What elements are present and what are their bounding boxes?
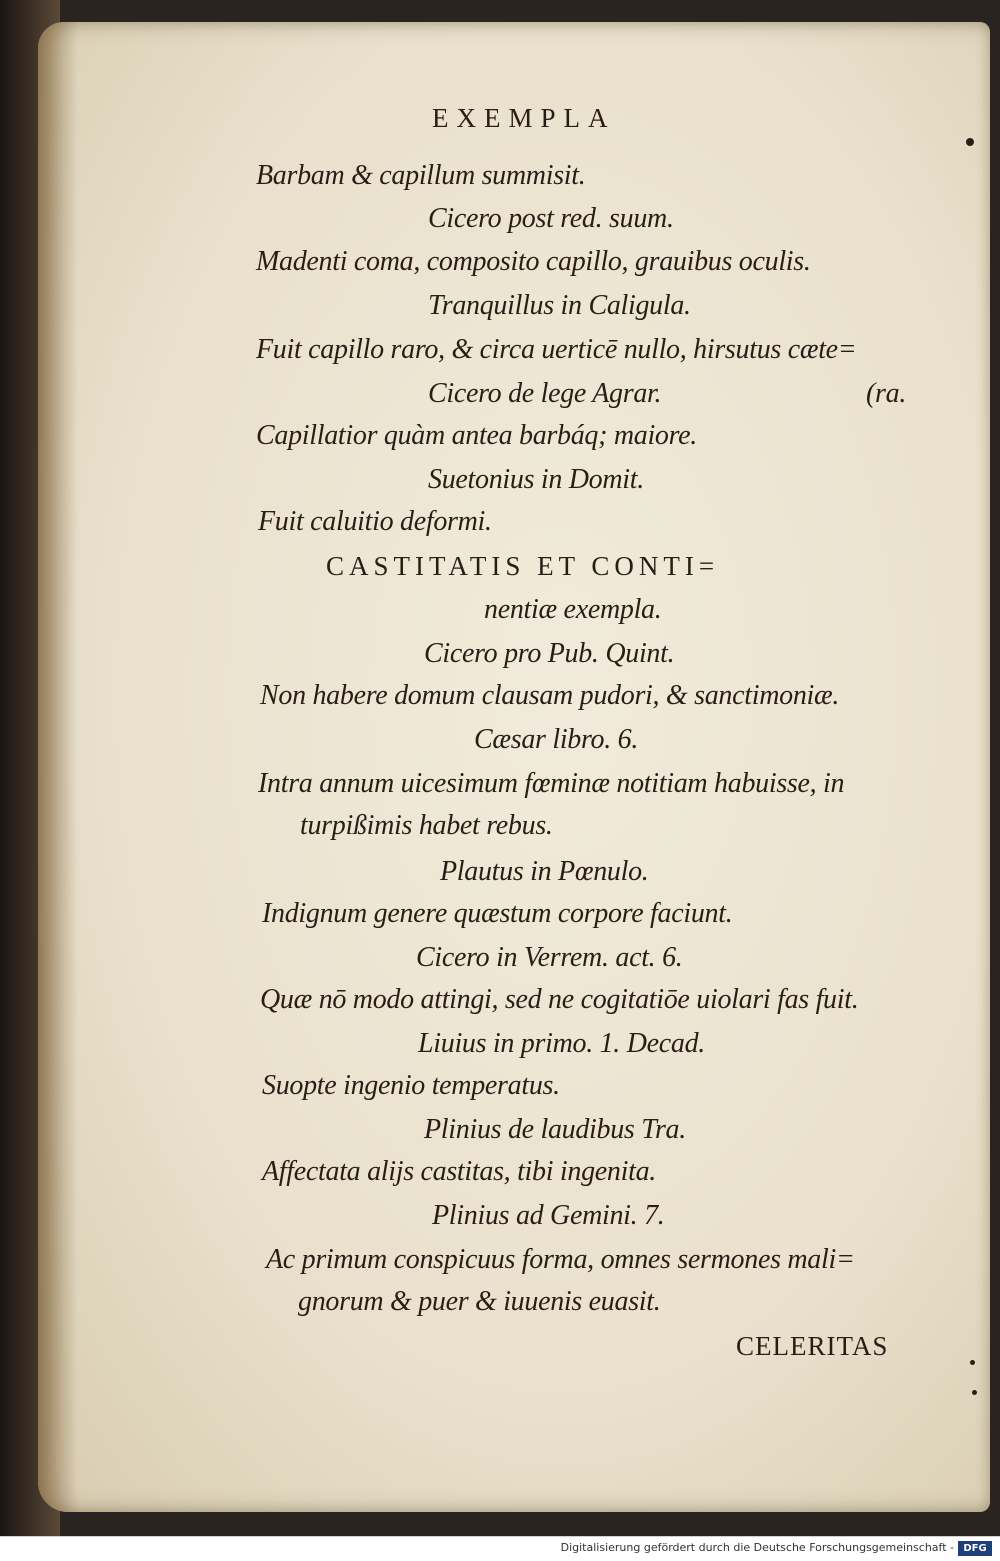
text-line: Suetonius in Domit. — [428, 464, 644, 495]
ink-speck — [966, 138, 974, 146]
footer-credit: Digitalisierung gefördert durch die Deutsche Forschungsgemeinschaft - — [560, 1541, 954, 1554]
dfg-logo: DFG — [958, 1541, 992, 1556]
text-line: Affectata alijs castitas, tibi ingenita. — [262, 1156, 656, 1187]
text-line: nentiæ exempla. — [484, 594, 662, 625]
text-line: Cicero de lege Agrar. — [428, 378, 662, 409]
text-line: Non habere domum clausam pudori, & sanctimoniæ. — [260, 680, 840, 711]
text-line: Tranquillus in Caligula. — [428, 290, 691, 321]
text-line: Plinius de laudibus Tra. — [424, 1114, 686, 1145]
running-header: EXEMPLA — [432, 103, 616, 133]
section-heading: CASTITATIS ET CONTI= — [326, 551, 720, 581]
text-line: Capillatior quàm antea barbáq; maiore. — [256, 420, 698, 451]
text-line: Fuit caluitio deformi. — [258, 506, 492, 537]
text-line: gnorum & puer & iuuenis euasit. — [298, 1286, 661, 1317]
text-line: Plinius ad Gemini. 7. — [432, 1200, 665, 1231]
text-line: Ac primum conspicuus forma, omnes sermones mali= — [266, 1244, 855, 1275]
text-line: Cicero post red. suum. — [428, 203, 674, 234]
text-line: Cæsar libro. 6. — [474, 724, 639, 755]
text-line: Indignum genere quæstum corpore faciunt. — [262, 898, 733, 929]
text-line: Madenti coma, composito capillo, grauibus oculis. — [256, 246, 811, 277]
text-line: Quæ nō modo attingi, sed ne cogitatiōe uiolari fas fuit. — [260, 984, 859, 1015]
page-gutter-shadow — [38, 22, 78, 1512]
text-line: Intra annum uicesimum fœminæ notitiam habuisse, in — [258, 768, 845, 799]
text-line: Plautus in Pœnulo. — [440, 856, 649, 887]
text-line: Liuius in primo. 1. Decad. — [418, 1028, 705, 1059]
ink-speck — [972, 1390, 977, 1395]
digitization-footer — [0, 1536, 1000, 1561]
text-line: turpißimis habet rebus. — [300, 810, 553, 841]
text-line: Fuit capillo raro, & circa uerticē nullo, hirsutus cæte= — [256, 334, 857, 365]
text-line: Suopte ingenio temperatus. — [262, 1070, 560, 1101]
text-line: Cicero in Verrem. act. 6. — [416, 942, 683, 973]
text-line: (ra. — [866, 378, 907, 409]
ink-speck — [970, 1360, 975, 1365]
catchword: CELERITAS — [736, 1331, 889, 1361]
text-line: Barbam & capillum summisit. — [256, 160, 586, 191]
text-line: Cicero pro Pub. Quint. — [424, 638, 675, 669]
